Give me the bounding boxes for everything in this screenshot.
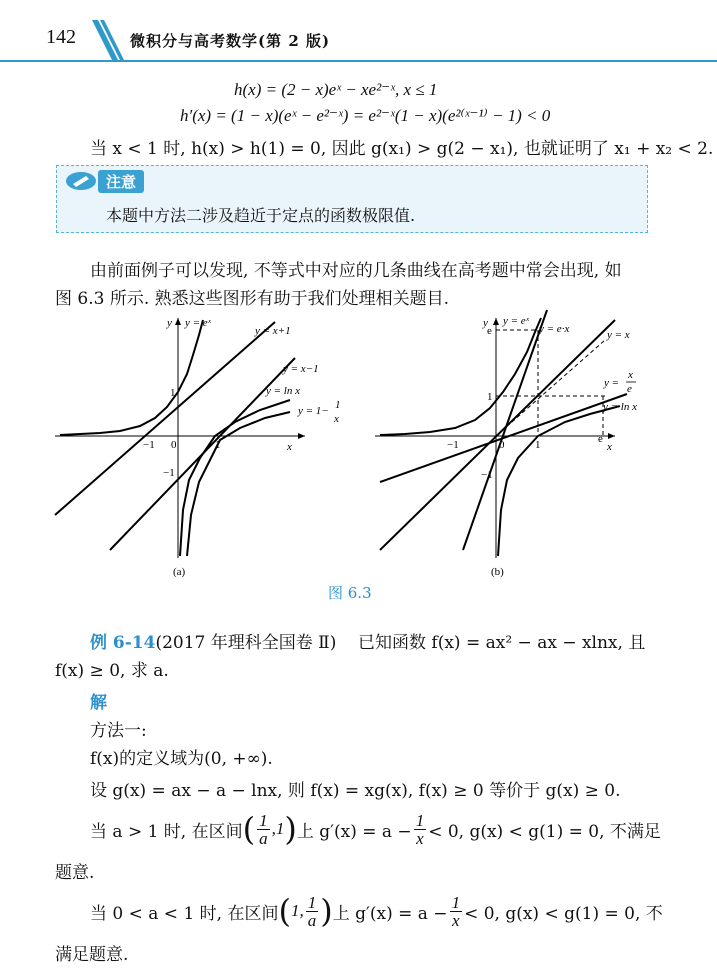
header-rule	[0, 60, 717, 62]
figure-a-x-label: x	[287, 441, 292, 453]
figure-a	[55, 310, 341, 580]
figure-b-sublabel: (b)	[491, 566, 504, 578]
figure-a-tick-x-1: 1	[215, 439, 221, 451]
figure-a-curve-ln	[180, 400, 290, 556]
figure-caption: 图 6.3	[328, 584, 372, 602]
right-paren: )	[284, 810, 297, 848]
method-one-label: 方法一:	[90, 721, 147, 741]
case-2-fraction: $\frac{1}{x}$	[451, 892, 461, 930]
figure-b-y-label: y	[483, 317, 488, 329]
case-1-line	[90, 810, 661, 848]
figure-b-curve-ln	[498, 406, 620, 556]
figure-b-label-ln: y = ln x	[603, 401, 637, 413]
case-2-line	[90, 892, 663, 930]
figure-a-label-exp: y = eˣ	[185, 317, 211, 329]
left-paren: (	[278, 892, 291, 930]
domain-line: f(x)的定义域为(0, +∞).	[90, 749, 273, 769]
figure-a-y-label: y	[167, 317, 172, 329]
set-g-line: 设 g(x) = ax − a − lnx, 则 f(x) = xg(x), f(x) ≥ 0 等价于 g(x) ≥ 0.	[90, 781, 621, 801]
figure-b-line-x-over-e	[380, 394, 627, 482]
page-number: 142	[46, 26, 76, 48]
figure-a-label-1-minus-num: 1	[335, 399, 341, 411]
figure-a-label-x-minus-1: y = x−1	[283, 363, 319, 375]
figure-a-label-x-plus-1: y = x+1	[255, 325, 291, 337]
figure-a-label-1-minus-prefix: y = 1−	[298, 405, 329, 417]
case-1-fraction: $\frac{1}{x}$	[415, 810, 425, 848]
case-1-pre: 当 a > 1 时, 在区间	[90, 821, 243, 842]
note-text: 本题中方法二涉及趋近于定点的函数极限值.	[106, 206, 416, 225]
case-2-interval-fraction: $\frac{1}{a}$	[307, 892, 317, 930]
figure-b-tick-y-neg1: −1	[481, 469, 493, 481]
example-statement-a: 已知函数 f(x) = ax² − ax − xlnx, 且	[358, 633, 646, 653]
figure-a-curve-1-minus-1-over-x	[187, 412, 290, 556]
case-2-post: < 0, g(x) < g(1) = 0, 不	[464, 903, 663, 924]
case-1-post: < 0, g(x) < g(1) = 0, 不满足	[428, 821, 661, 842]
figure-b-label-xe-prefix: y =	[604, 377, 620, 389]
figure-b-line-x	[380, 320, 615, 550]
case-1-interval-fraction: $\frac{1}{a}$	[259, 810, 268, 848]
figure-a-tick-y-1: 1	[170, 387, 176, 399]
example-heading	[90, 628, 336, 653]
example-label: 例 6-14	[90, 633, 156, 653]
figure-b-x-label: x	[607, 441, 612, 453]
figure-b-tick-x-neg1: −1	[447, 439, 459, 451]
figure-b-label-ex: y = e·x	[539, 323, 570, 335]
example-statement-b: f(x) ≥ 0, 求 a.	[55, 661, 169, 681]
figure-a-label-ln: y = ln x	[266, 385, 300, 397]
figure-b-origin: 0	[499, 439, 505, 451]
right-paren: )	[320, 892, 333, 930]
intro-line-1: 由前面例子可以发现, 不等式中对应的几条曲线在高考题中常会出现, 如	[90, 261, 622, 281]
conclusion-line: 当 x < 1 时, h(x) > h(1) = 0, 因此 g(x₁) > g(2 − x₁), 也就证明了 x₁ + x₂ < 2.	[90, 139, 714, 159]
figure-b-tick-x-1: 1	[535, 439, 541, 451]
figure-a-curve-exp	[60, 320, 203, 435]
figure-b-label-exp: y = eˣ	[503, 315, 529, 327]
book-title: 微积分与高考数学(第 2 版)	[130, 32, 331, 50]
case-2-mid: 上 g′(x) = a −	[332, 903, 448, 924]
figure-a-tick-y-neg1: −1	[163, 467, 175, 479]
figure-b-line-ex	[463, 310, 547, 550]
figure-a-origin: 0	[171, 439, 177, 451]
figure-a-label-1-minus-den: x	[334, 413, 339, 425]
equation-h-prime: h′(x) = (1 − x)(eˣ − e²⁻ˣ) = e²⁻ˣ(1 − x)(e²⁽ˣ⁻¹⁾ − 1) < 0	[180, 106, 551, 125]
pencil-icon	[64, 170, 98, 192]
figure-b	[375, 310, 665, 580]
left-paren: (	[242, 810, 256, 848]
figure-b-label-x: y = x	[607, 329, 630, 341]
case-2-interval-left: 1,	[290, 901, 304, 920]
figure-b-label-xe-den: e	[627, 383, 632, 395]
figure-b-tick-x-e: e	[598, 433, 603, 445]
case-1-mid: 上 g′(x) = a −	[296, 821, 412, 842]
example-source: (2017 年理科全国卷 Ⅱ)	[155, 633, 337, 653]
figure-b-tick-y-e: e	[487, 325, 492, 337]
header-stripes-decoration	[92, 20, 122, 60]
case-2-tail: 满足题意.	[55, 945, 129, 965]
equation-h: h(x) = (2 − x)eˣ − xe²⁻ˣ, x ≤ 1	[234, 80, 438, 99]
case-1-interval-right: ,1	[271, 819, 285, 838]
case-1-tail: 题意.	[55, 863, 95, 883]
intro-line-2: 图 6.3 所示. 熟悉这些图形有助于我们处理相关题目.	[55, 289, 450, 309]
figure-a-sublabel: (a)	[173, 566, 186, 578]
case-2-pre: 当 0 < a < 1 时, 在区间	[90, 903, 279, 924]
figure-a-tick-x-neg1: −1	[143, 439, 155, 451]
figure-b-label-xe-num: x	[628, 369, 633, 381]
figure-b-tick-y-1: 1	[487, 391, 493, 403]
solution-label: 解	[90, 693, 107, 713]
note-label: 注意	[98, 170, 144, 193]
